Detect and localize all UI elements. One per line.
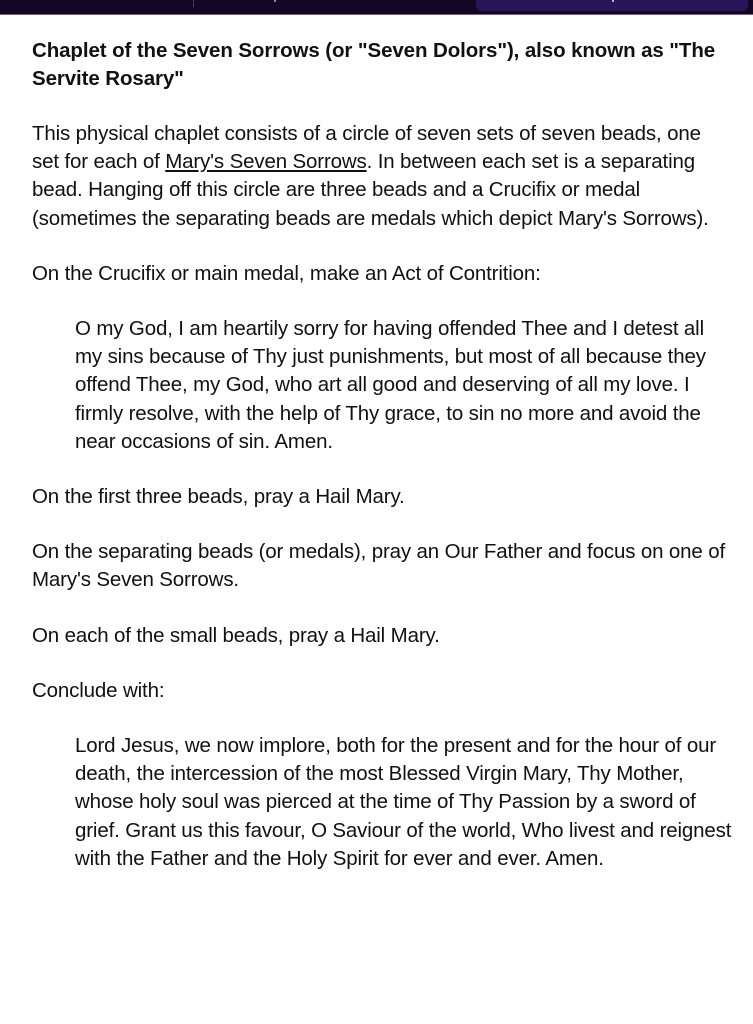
article-title: Chaplet of the Seven Sorrows (or "Seven Dolors"), also known as "The Servite Rosary"	[32, 39, 716, 90]
intro-text-before-link: This physical chaplet consists of a circle of seven sets of seven beads, one set for each of	[32, 122, 701, 174]
conclude-label: Conclude with:	[32, 678, 165, 702]
intro-text-after-link: . In between each set is a separating bead. Hanging off this circle are three beads and a Crucifix or medal (sometimes the separating beads are medals which depict Mary's Sorrows).	[32, 150, 709, 230]
active-nav-tab[interactable]	[476, 0, 748, 11]
act-of-contrition-prayer: O my God, I am heartily sorry for having offended Thee and I detest all my sins because of Thy just punishments, but most of all because they offend Thee, my God, who art all good and deserving of all my love. I firmly resolve, with the help of Thy grace, to sin no more and avoid the near occasions of sin. Amen.	[75, 317, 706, 453]
crucifix-instruction: On the Crucifix or main medal, make an Act of Contrition:	[32, 261, 541, 285]
small-beads-instruction: On each of the small beads, pray a Hail Mary.	[32, 623, 440, 647]
top-navigation-bar	[0, 0, 753, 15]
intro-paragraph	[32, 120, 732, 233]
separating-beads-instruction: On the separating beads (or medals), pray an Our Father and focus on one of Mary's Seven Sorrows.	[32, 540, 725, 592]
nav-tab-indicator-icon[interactable]	[274, 0, 276, 2]
marys-seven-sorrows-link[interactable]: Mary's Seven Sorrows	[165, 150, 367, 174]
active-tab-indicator-icon	[612, 0, 614, 2]
concluding-prayer: Lord Jesus, we now implore, both for the present and for the hour of our death, the intercession of the most Blessed Virgin Mary, Thy Mother, whose holy soul was pierced at the time of Thy Passion by a sword of grief. Grant us this favour, O Saviour of the world, Who livest and reignest with the Father and the Holy Spirit for ever and ever. Amen.	[75, 734, 732, 870]
first-three-beads-instruction: On the first three beads, pray a Hail Mary.	[32, 485, 405, 509]
article-body	[32, 37, 732, 900]
nav-divider	[193, 0, 194, 7]
